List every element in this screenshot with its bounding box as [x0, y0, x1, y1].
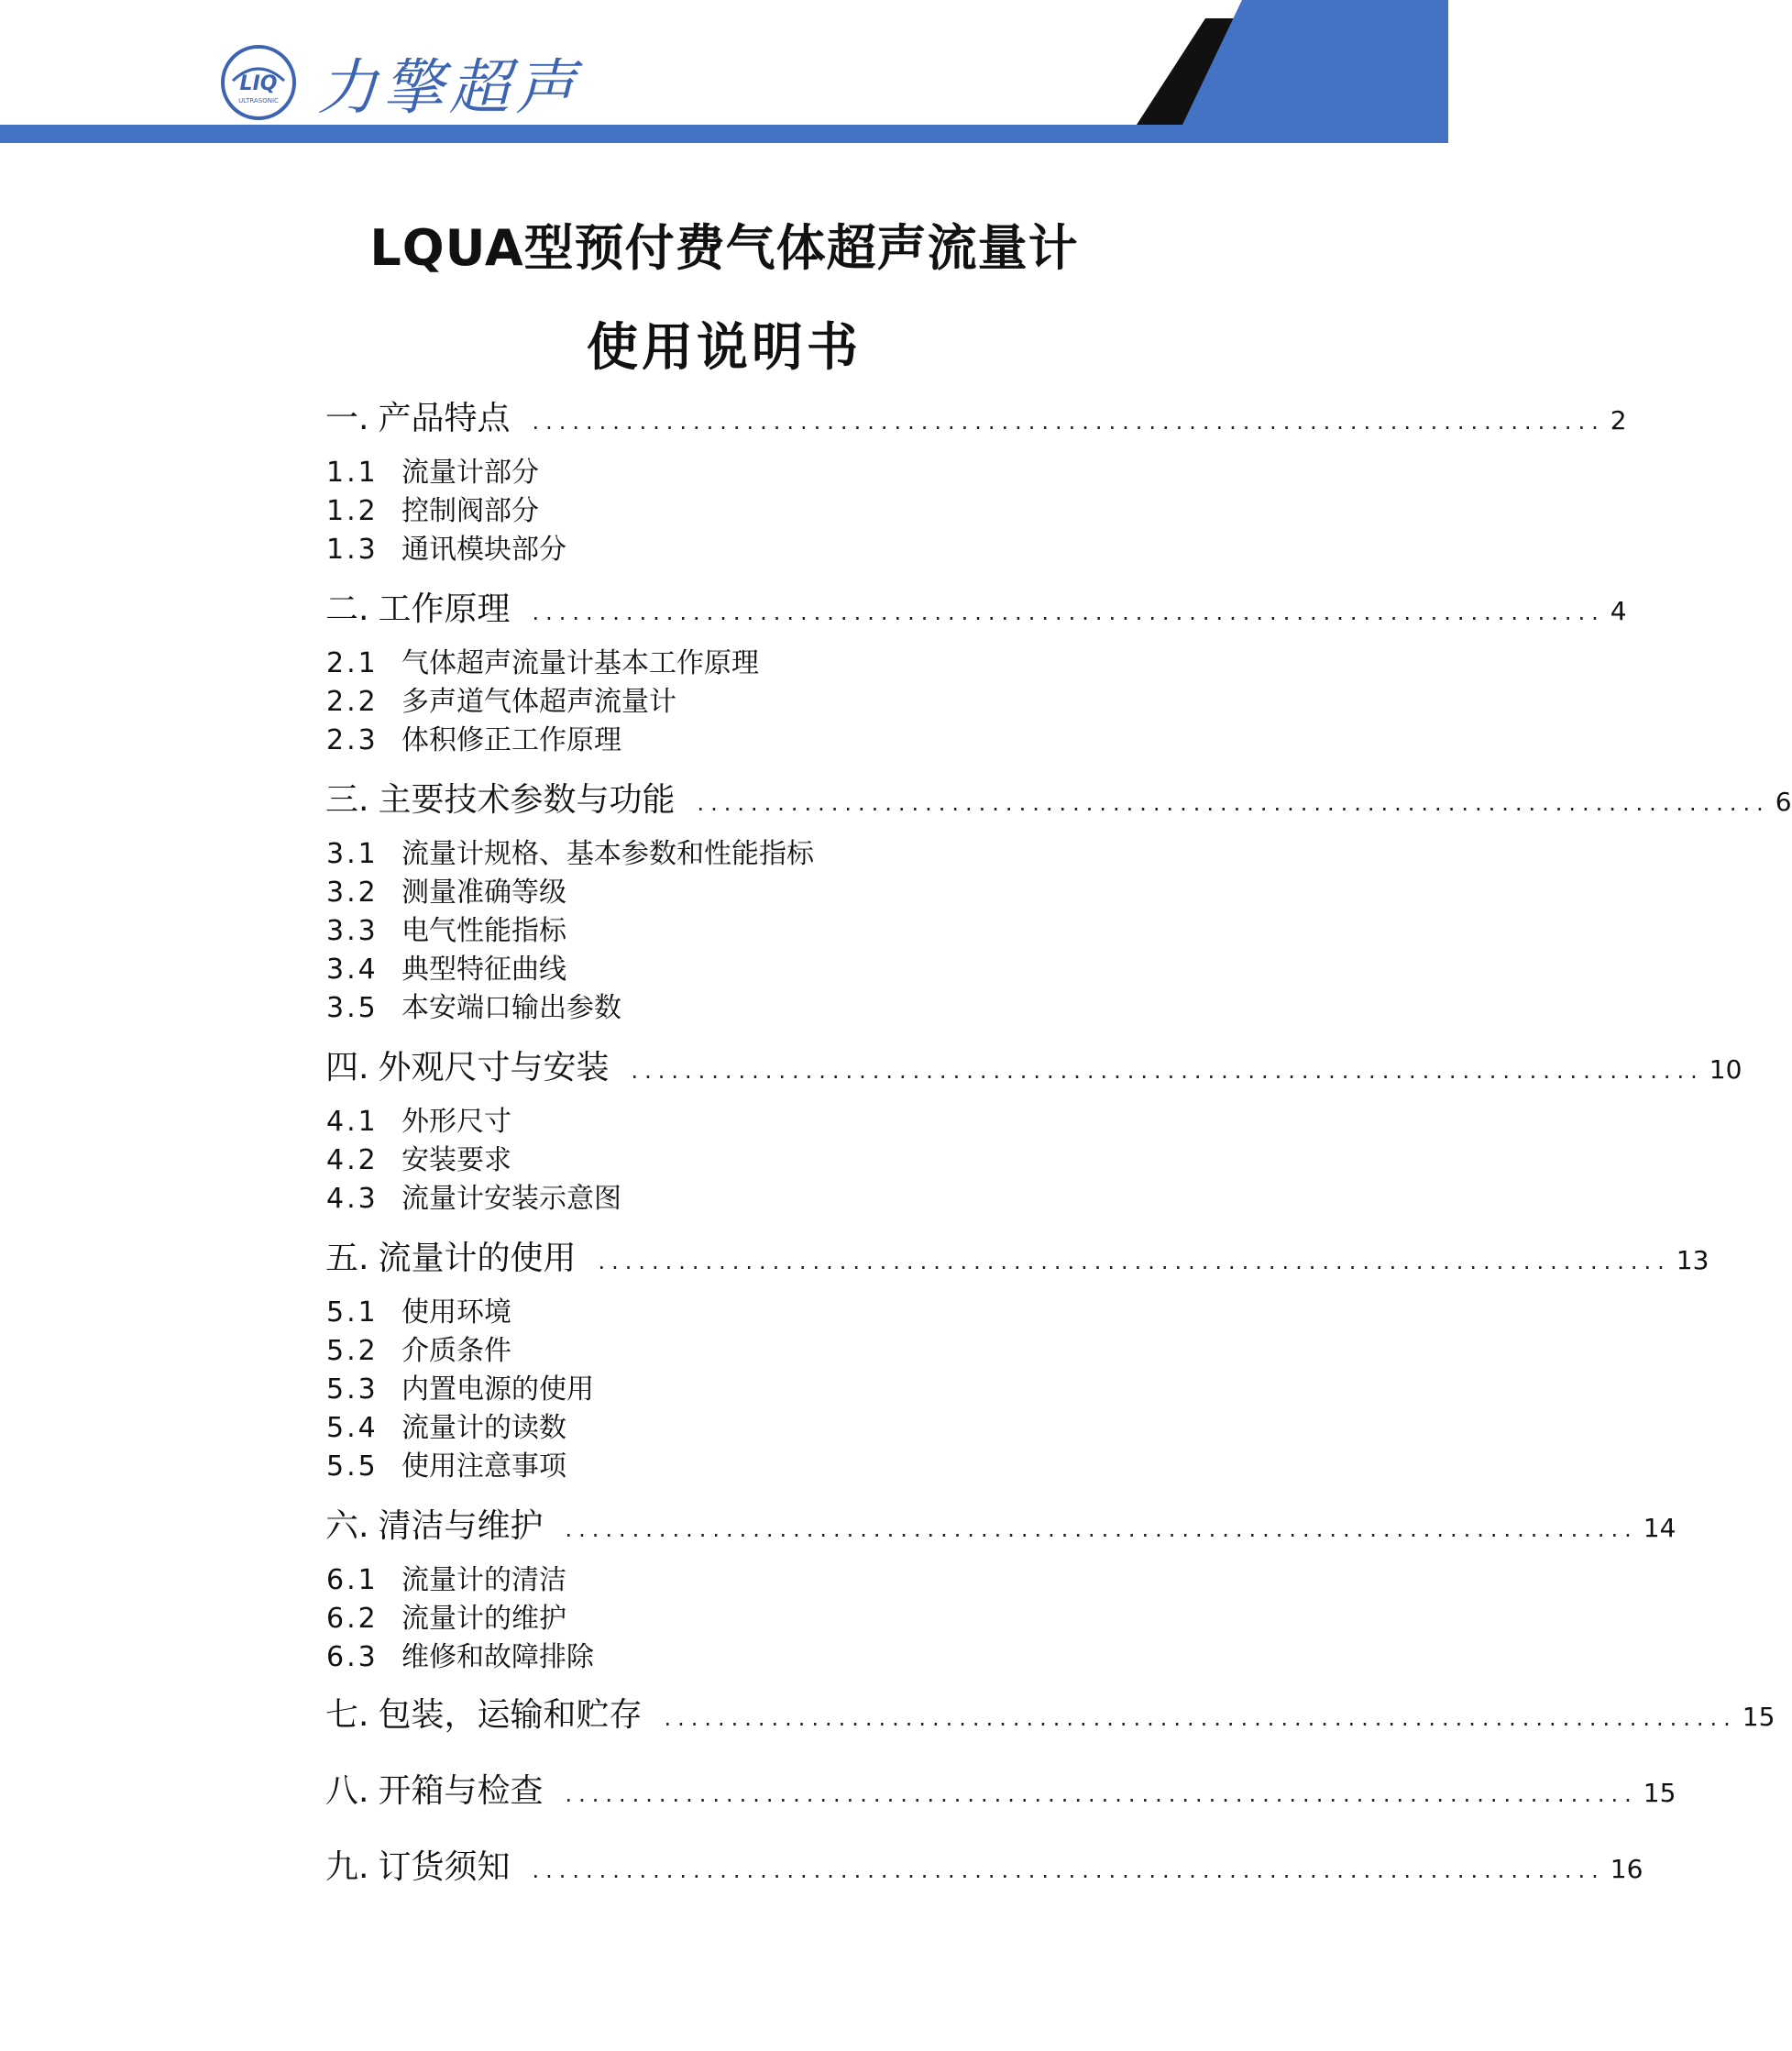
toc-subsection-label: 典型特征曲线 [401, 954, 566, 986]
toc-page-number: 14 [1643, 1513, 1677, 1543]
toc-subsection-label: 体积修正工作原理 [401, 724, 621, 756]
company-logo [220, 39, 581, 126]
toc-subsection-number: 5.5 [326, 1450, 379, 1483]
toc-subsection[interactable] [326, 449, 539, 490]
toc-dot-leader: ................................................................................ [598, 1249, 1671, 1274]
toc-dot-leader: ................................................................................ [532, 600, 1605, 625]
toc-subsection-label: 流量计安装示意图 [401, 1183, 621, 1215]
toc-subsection-number: 4.1 [326, 1106, 379, 1138]
toc-subsection[interactable] [326, 946, 566, 987]
toc-subsection-number: 5.1 [326, 1296, 379, 1329]
toc-section-label: 开箱与检查 [378, 1772, 544, 1810]
toc-subsection-label: 测量准确等级 [401, 877, 566, 909]
toc-subsection[interactable] [326, 1557, 566, 1597]
toc-section-title [325, 1689, 642, 1736]
toc-subsection[interactable] [326, 1098, 511, 1139]
toc-page-number: 10 [1709, 1054, 1743, 1085]
toc-page-number: 16 [1610, 1854, 1644, 1884]
toc-subsection[interactable] [326, 1405, 566, 1445]
toc-section-title [325, 392, 510, 439]
toc-subsection-number: 2.1 [326, 647, 379, 679]
toc-section-number: 九. [325, 1848, 369, 1886]
toc-subsection-number: 4.2 [326, 1144, 379, 1176]
toc-subsection-number: 1.1 [326, 457, 379, 489]
toc-subsection[interactable] [326, 640, 759, 680]
toc-section-title [325, 1042, 609, 1088]
toc-dot-leader: ................................................................................ [565, 1516, 1638, 1542]
toc-section[interactable] [325, 1765, 1677, 1812]
toc-section-title [325, 774, 675, 821]
toc-subsection-label: 使用环境 [401, 1296, 511, 1329]
toc-section-label: 包装，运输和贮存 [378, 1696, 643, 1734]
toc-section-label: 主要技术参数与功能 [378, 781, 676, 819]
toc-page-number: 15 [1643, 1778, 1677, 1808]
toc-subsection[interactable] [326, 717, 621, 757]
toc-subsection[interactable] [326, 1634, 594, 1674]
brand-name: 力擎超声 [317, 52, 581, 123]
toc-subsection-label: 流量计的清洁 [401, 1564, 566, 1596]
toc-section-title [325, 1841, 510, 1888]
toc-subsection-label: 通讯模块部分 [401, 534, 566, 566]
toc-subsection[interactable] [326, 1366, 594, 1406]
toc-subsection-number: 3.4 [326, 954, 379, 986]
toc-section-number: 六. [325, 1507, 369, 1545]
toc-subsection-label: 本安端口输出参数 [401, 992, 621, 1024]
toc-page-number: 15 [1742, 1702, 1776, 1732]
toc-subsection-label: 流量计的维护 [401, 1603, 566, 1635]
document-subtitle: 使用说明书 [587, 318, 862, 378]
toc-section-number: 四. [325, 1049, 369, 1086]
toc-section[interactable] [325, 1500, 1677, 1547]
toc-subsection-number: 1.2 [326, 495, 379, 527]
toc-subsection-label: 电气性能指标 [401, 915, 566, 947]
toc-dot-leader: ................................................................................ [532, 409, 1605, 435]
toc-section[interactable] [325, 392, 1627, 439]
toc-dot-leader: ................................................................................ [631, 1058, 1704, 1084]
toc-subsection-label: 控制阀部分 [401, 495, 539, 527]
toc-section[interactable] [325, 1042, 1743, 1088]
toc-subsection-label: 内置电源的使用 [401, 1373, 594, 1406]
toc-subsection-number: 4.3 [326, 1183, 379, 1215]
toc-subsection[interactable] [326, 1328, 511, 1368]
toc-subsection-label: 流量计规格、基本参数和性能指标 [401, 838, 814, 870]
toc-page-number: 6 [1775, 787, 1792, 817]
toc-dot-leader: ................................................................................ [697, 790, 1770, 816]
toc-subsection-label: 使用注意事项 [401, 1450, 566, 1483]
toc-subsection-number: 2.3 [326, 724, 379, 756]
toc-subsection[interactable] [326, 908, 566, 948]
toc-section-label: 工作原理 [378, 590, 511, 628]
toc-subsection-number: 3.5 [326, 992, 379, 1024]
toc-subsection-number: 6.3 [326, 1641, 379, 1673]
toc-section-label: 外观尺寸与安装 [378, 1049, 610, 1086]
toc-page-number: 2 [1610, 405, 1627, 436]
toc-page-number: 4 [1610, 596, 1627, 626]
toc-section-title [325, 1765, 543, 1812]
toc-dot-leader: ................................................................................ [565, 1781, 1638, 1807]
toc-subsection-label: 多声道气体超声流量计 [401, 686, 676, 718]
toc-subsection[interactable] [326, 488, 539, 528]
toc-subsection[interactable] [326, 1289, 511, 1329]
toc-subsection-label: 气体超声流量计基本工作原理 [401, 647, 759, 679]
toc-subsection-number: 3.1 [326, 838, 379, 870]
toc-subsection[interactable] [326, 869, 566, 910]
toc-subsection-number: 3.2 [326, 877, 379, 909]
svg-text:LIQ: LIQ [239, 72, 278, 95]
toc-subsection-number: 6.1 [326, 1564, 379, 1596]
toc-section[interactable] [325, 1689, 1776, 1736]
toc-dot-leader: ................................................................................ [664, 1705, 1737, 1731]
toc-section-label: 订货须知 [378, 1848, 511, 1886]
toc-section-title [325, 1232, 576, 1279]
toc-dot-leader: ................................................................................ [532, 1858, 1605, 1883]
toc-subsection-number: 5.3 [326, 1373, 379, 1406]
svg-text:ULTRASONIC: ULTRASONIC [238, 96, 279, 105]
toc-subsection-number: 3.3 [326, 915, 379, 947]
toc-subsection-number: 5.2 [326, 1335, 379, 1367]
toc-section-title [325, 1500, 543, 1547]
toc-section[interactable] [325, 583, 1627, 630]
toc-section-number: 一. [325, 400, 369, 437]
toc-subsection-label: 流量计的读数 [401, 1412, 566, 1444]
toc-subsection[interactable] [326, 678, 676, 719]
toc-subsection-number: 1.3 [326, 534, 379, 566]
toc-section[interactable] [325, 1232, 1710, 1279]
toc-section-label: 清洁与维护 [378, 1507, 544, 1545]
header-rule [0, 125, 1448, 143]
toc-section-number: 二. [325, 590, 369, 628]
toc-section-number: 五. [325, 1240, 369, 1277]
toc-subsection-label: 流量计部分 [401, 457, 539, 489]
toc-section[interactable] [325, 1841, 1644, 1888]
toc-subsection[interactable] [326, 1443, 566, 1483]
toc-page-number: 13 [1676, 1245, 1710, 1275]
toc-section[interactable] [325, 774, 1792, 821]
toc-subsection[interactable] [326, 1175, 621, 1216]
document-title: LQUA型预付费气体超声流量计 [369, 219, 1079, 277]
toc-section-number: 三. [325, 781, 369, 819]
toc-subsection-label: 外形尺寸 [401, 1106, 511, 1138]
toc-section-title [325, 583, 510, 630]
toc-subsection-number: 5.4 [326, 1412, 379, 1444]
toc-subsection-label: 安装要求 [401, 1144, 511, 1176]
toc-section-label: 产品特点 [378, 400, 511, 437]
page-header [0, 0, 1448, 147]
toc-subsection[interactable] [326, 985, 621, 1025]
toc-section-label: 流量计的使用 [378, 1240, 577, 1277]
toc-subsection-number: 2.2 [326, 686, 379, 718]
toc-subsection-label: 介质条件 [401, 1335, 511, 1367]
toc-subsection[interactable] [326, 526, 566, 567]
toc-subsection[interactable] [326, 1595, 566, 1636]
logo-mark-icon [220, 44, 297, 121]
toc-subsection[interactable] [326, 831, 814, 871]
toc-subsection[interactable] [326, 1137, 511, 1177]
toc-section-number: 八. [325, 1772, 369, 1810]
toc-subsection-label: 维修和故障排除 [401, 1641, 594, 1673]
toc-section-number: 七. [325, 1696, 369, 1734]
toc-subsection-number: 6.2 [326, 1603, 379, 1635]
